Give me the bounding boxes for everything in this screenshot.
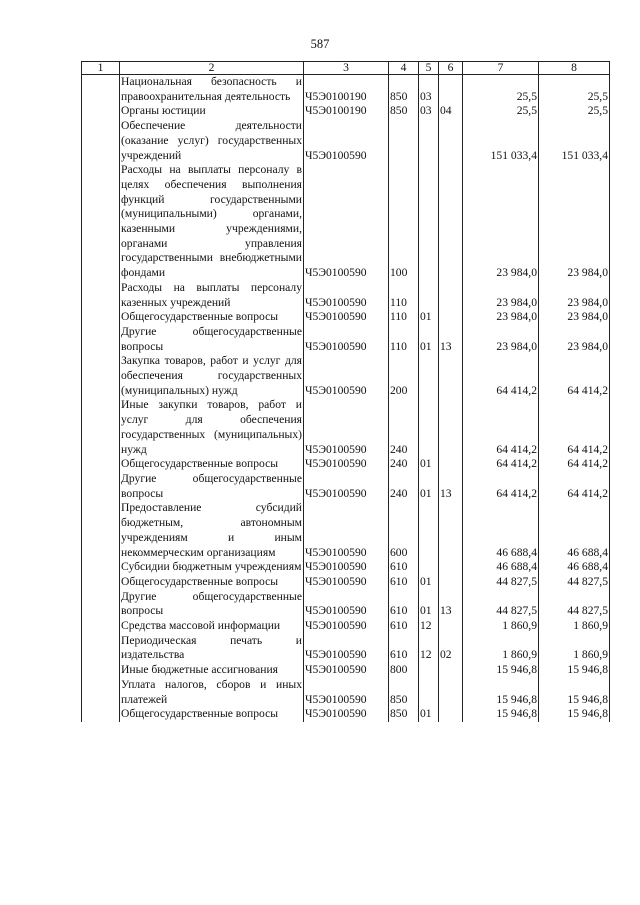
cell-target-code: Ч5Э0100590 (304, 501, 389, 560)
cell-subsection (439, 501, 463, 560)
cell-name: Национальная безопасность и правоохранительная деятельность (121, 75, 302, 103)
cell-target-code: Ч5Э0100590 (304, 119, 389, 163)
cell-name: Другие общегосударственные вопросы (121, 589, 302, 618)
cell-name: Средства массовой информации (120, 619, 304, 634)
cell-expense-type: 850 (389, 104, 419, 119)
column-header: 6 (439, 62, 463, 75)
cell-section (419, 281, 439, 310)
cell-target-code: Ч5Э0100590 (304, 457, 389, 472)
cell-amount-2: 44 827,5 (539, 575, 610, 590)
cell-expense-type: 240 (389, 398, 419, 457)
table-row (82, 457, 610, 472)
cell-expense-type: 850 (389, 707, 419, 722)
table-row (82, 104, 610, 119)
cell-name: Уплата налогов, сборов и иных платежей (121, 677, 302, 706)
cell-name: Расходы на выплаты персоналу казенных учреждений (121, 280, 302, 309)
column-header: 2 (120, 62, 304, 75)
cell-subsection (439, 663, 463, 678)
cell-name: Другие общегосударственные вопросы (121, 471, 302, 500)
cell-amount-1: 64 414,2 (463, 457, 539, 472)
cell-section: 01 (419, 472, 439, 501)
cell-amount-2: 64 414,2 (539, 472, 610, 501)
cell-section: 01 (419, 310, 439, 325)
cell-amount-2: 46 688,4 (539, 560, 610, 575)
cell-name: Органы юстиции (120, 104, 304, 119)
cell-blank (82, 354, 120, 398)
cell-name: Субсидии бюджетным учреждениям (120, 560, 304, 575)
cell-blank (82, 575, 120, 590)
cell-section (419, 678, 439, 707)
cell-target-code: Ч5Э0100590 (304, 590, 389, 619)
table-row (82, 707, 610, 722)
cell-target-code: Ч5Э0100590 (304, 560, 389, 575)
cell-blank (82, 472, 120, 501)
cell-name: Другие общегосударственные вопросы (121, 324, 302, 353)
cell-target-code: Ч5Э0100590 (304, 619, 389, 634)
cell-name: Общегосударственные вопросы (120, 457, 304, 472)
cell-expense-type: 240 (389, 472, 419, 501)
cell-section: 03 (419, 75, 439, 105)
cell-target-code: Ч5Э0100190 (304, 104, 389, 119)
cell-expense-type: 200 (389, 354, 419, 398)
cell-blank (82, 104, 120, 119)
cell-subsection (439, 163, 463, 281)
cell-expense-type: 800 (389, 663, 419, 678)
column-header: 8 (539, 62, 610, 75)
cell-name: Общегосударственные вопросы (120, 707, 304, 722)
cell-section (419, 560, 439, 575)
cell-amount-2: 23 984,0 (539, 310, 610, 325)
cell-subsection (439, 560, 463, 575)
cell-amount-1: 15 946,8 (463, 663, 539, 678)
cell-expense-type: 240 (389, 457, 419, 472)
cell-section: 01 (419, 457, 439, 472)
cell-amount-2: 25,5 (539, 104, 610, 119)
cell-name: Закупка товаров, работ и услуг для обеспечения государственных (муниципальных) нужд (121, 354, 302, 397)
table-row (82, 119, 610, 163)
cell-amount-1: 23 984,0 (463, 325, 539, 354)
cell-expense-type: 600 (389, 501, 419, 560)
cell-amount-1: 23 984,0 (463, 310, 539, 325)
cell-blank (82, 310, 120, 325)
cell-target-code: Ч5Э0100590 (304, 325, 389, 354)
cell-subsection (439, 398, 463, 457)
cell-target-code: Ч5Э0100590 (304, 707, 389, 722)
cell-subsection (439, 75, 463, 105)
cell-subsection: 02 (439, 634, 463, 663)
cell-target-code: Ч5Э0100190 (304, 75, 389, 105)
cell-subsection (439, 575, 463, 590)
cell-amount-1: 25,5 (463, 75, 539, 105)
table-row (82, 663, 610, 678)
cell-blank (82, 457, 120, 472)
cell-amount-2: 1 860,9 (539, 634, 610, 663)
cell-target-code: Ч5Э0100590 (304, 310, 389, 325)
table-row (82, 619, 610, 634)
header-row (82, 62, 610, 75)
cell-subsection (439, 354, 463, 398)
table-row (82, 678, 610, 707)
table-row (82, 575, 610, 590)
cell-target-code: Ч5Э0100590 (304, 472, 389, 501)
cell-blank (82, 163, 120, 281)
table-row (82, 634, 610, 663)
cell-expense-type: 610 (389, 634, 419, 663)
cell-amount-2: 15 946,8 (539, 678, 610, 707)
cell-amount-1: 15 946,8 (463, 707, 539, 722)
cell-name: Расходы на выплаты персоналу в целях обеспечения выполнения функций государственными (муниципальными) органами, казенными учреждениями, органами управления государственными внебюджетными фондами (121, 163, 302, 280)
cell-blank (82, 325, 120, 354)
table-row (82, 501, 610, 560)
cell-target-code: Ч5Э0100590 (304, 678, 389, 707)
table-row (82, 354, 610, 398)
table-row (82, 310, 610, 325)
cell-amount-1: 64 414,2 (463, 472, 539, 501)
cell-blank (82, 501, 120, 560)
cell-section (419, 354, 439, 398)
cell-section (419, 663, 439, 678)
cell-subsection: 13 (439, 325, 463, 354)
cell-amount-1: 64 414,2 (463, 354, 539, 398)
cell-name: Периодическая печать и издательства (121, 633, 302, 662)
cell-subsection (439, 310, 463, 325)
table-row (82, 325, 610, 354)
cell-expense-type: 610 (389, 575, 419, 590)
cell-section: 12 (419, 634, 439, 663)
cell-blank (82, 281, 120, 310)
cell-amount-2: 25,5 (539, 75, 610, 105)
cell-amount-1: 1 860,9 (463, 619, 539, 634)
column-header: 7 (463, 62, 539, 75)
cell-blank (82, 663, 120, 678)
column-header: 4 (389, 62, 419, 75)
cell-section (419, 398, 439, 457)
cell-amount-1: 15 946,8 (463, 678, 539, 707)
cell-amount-1: 46 688,4 (463, 560, 539, 575)
cell-target-code: Ч5Э0100590 (304, 354, 389, 398)
cell-expense-type: 110 (389, 281, 419, 310)
cell-target-code: Ч5Э0100590 (304, 398, 389, 457)
cell-section (419, 501, 439, 560)
cell-amount-2: 15 946,8 (539, 663, 610, 678)
budget-table (81, 61, 610, 722)
column-header: 5 (419, 62, 439, 75)
cell-section: 01 (419, 325, 439, 354)
cell-target-code: Ч5Э0100590 (304, 634, 389, 663)
cell-amount-2: 151 033,4 (539, 119, 610, 163)
cell-expense-type: 110 (389, 325, 419, 354)
cell-expense-type: 610 (389, 590, 419, 619)
cell-target-code: Ч5Э0100590 (304, 163, 389, 281)
cell-subsection (439, 619, 463, 634)
cell-subsection: 13 (439, 472, 463, 501)
cell-amount-2: 44 827,5 (539, 590, 610, 619)
column-header: 3 (304, 62, 389, 75)
cell-amount-1: 151 033,4 (463, 119, 539, 163)
cell-expense-type: 100 (389, 163, 419, 281)
cell-name: Обеспечение деятельности (оказание услуг) государственных учреждений (121, 119, 302, 162)
cell-amount-2: 15 946,8 (539, 707, 610, 722)
cell-blank (82, 707, 120, 722)
table-row (82, 472, 610, 501)
cell-blank (82, 119, 120, 163)
cell-section (419, 119, 439, 163)
cell-name: Общегосударственные вопросы (120, 310, 304, 325)
cell-subsection (439, 281, 463, 310)
column-header: 1 (82, 62, 120, 75)
cell-name: Предоставление субсидий бюджетным, автономным учреждениям и иным некоммерческим организациям (121, 501, 302, 559)
cell-subsection (439, 707, 463, 722)
cell-amount-2: 1 860,9 (539, 619, 610, 634)
table-row (82, 281, 610, 310)
cell-target-code: Ч5Э0100590 (304, 663, 389, 678)
cell-subsection: 04 (439, 104, 463, 119)
cell-amount-2: 46 688,4 (539, 501, 610, 560)
cell-amount-1: 44 827,5 (463, 575, 539, 590)
cell-amount-2: 23 984,0 (539, 325, 610, 354)
table-row (82, 75, 610, 105)
cell-subsection (439, 678, 463, 707)
cell-expense-type: 610 (389, 560, 419, 575)
cell-blank (82, 560, 120, 575)
cell-section: 12 (419, 619, 439, 634)
cell-expense-type: 850 (389, 678, 419, 707)
cell-target-code: Ч5Э0100590 (304, 281, 389, 310)
cell-section: 01 (419, 590, 439, 619)
cell-blank (82, 75, 120, 105)
cell-amount-2: 23 984,0 (539, 163, 610, 281)
cell-amount-2: 23 984,0 (539, 281, 610, 310)
cell-name: Общегосударственные вопросы (120, 575, 304, 590)
cell-expense-type (389, 119, 419, 163)
cell-amount-1: 25,5 (463, 104, 539, 119)
cell-amount-2: 64 414,2 (539, 457, 610, 472)
cell-blank (82, 590, 120, 619)
cell-subsection: 13 (439, 590, 463, 619)
cell-blank (82, 398, 120, 457)
table-row (82, 590, 610, 619)
page-number: 587 (310, 37, 330, 51)
cell-name: Иные закупки товаров, работ и услуг для обеспечения государственных (муниципальных) нужд (121, 398, 302, 456)
cell-target-code: Ч5Э0100590 (304, 575, 389, 590)
cell-amount-2: 64 414,2 (539, 354, 610, 398)
cell-subsection (439, 119, 463, 163)
cell-amount-1: 64 414,2 (463, 398, 539, 457)
cell-section: 01 (419, 575, 439, 590)
cell-section: 03 (419, 104, 439, 119)
cell-amount-1: 1 860,9 (463, 634, 539, 663)
cell-section: 01 (419, 707, 439, 722)
cell-subsection (439, 457, 463, 472)
table-row (82, 560, 610, 575)
cell-blank (82, 619, 120, 634)
cell-amount-1: 44 827,5 (463, 590, 539, 619)
cell-blank (82, 634, 120, 663)
cell-amount-1: 23 984,0 (463, 281, 539, 310)
cell-section (419, 163, 439, 281)
cell-name: Иные бюджетные ассигнования (120, 663, 304, 678)
cell-amount-1: 23 984,0 (463, 163, 539, 281)
table-row (82, 163, 610, 281)
cell-amount-2: 64 414,2 (539, 398, 610, 457)
cell-expense-type: 610 (389, 619, 419, 634)
cell-blank (82, 678, 120, 707)
cell-expense-type: 110 (389, 310, 419, 325)
cell-expense-type: 850 (389, 75, 419, 105)
cell-amount-1: 46 688,4 (463, 501, 539, 560)
table-row (82, 398, 610, 457)
